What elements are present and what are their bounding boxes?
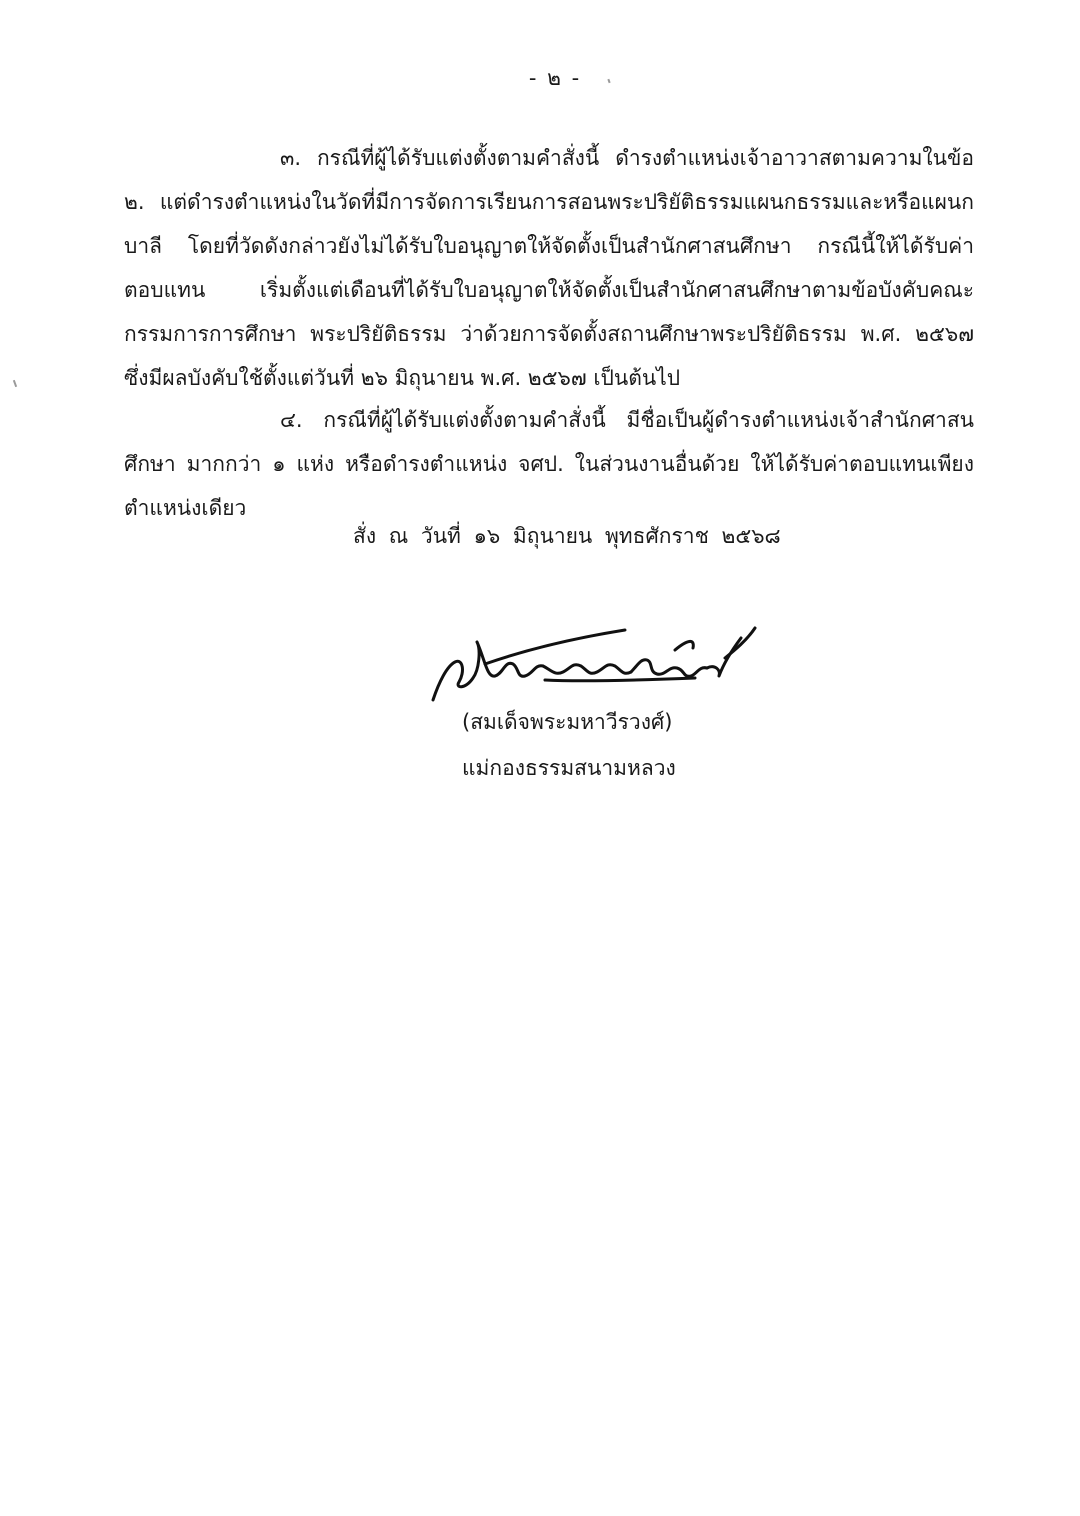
handwritten-signature: [425, 620, 765, 710]
paragraph-clause-3: [124, 136, 974, 400]
scan-speck: [13, 380, 17, 387]
page-number: - ๒ -: [528, 66, 582, 90]
paragraph-clause-4-text: ๔. กรณีที่ผู้ได้รับแต่งตั้งตามคำสั่งนี้ มีชื่อเป็นผู้ดำรงตำแหน่งเจ้าสำนักศาสนศึกษา มากกว่า ๑ แห่ง หรือดำรงตำแหน่ง จศป. ในส่วนงานอื่นด้วย ให้ได้รับค่าตอบแทนเพียงตำแหน่งเดียว: [124, 408, 974, 520]
paragraph-clause-3-text: ๓. กรณีที่ผู้ได้รับแต่งตั้งตามคำสั่งนี้ ดำรงตำแหน่งเจ้าอาวาสตามความในข้อ ๒. แต่ดำรงตำแหน่งในวัดที่มีการจัดการเรียนการสอนพระปริยัติธรรมแผนกธรรมและหรือแผนกบาลี โดยที่วัดดังกล่าวยังไม่ได้รับใบอนุญาตให้จัดตั้งเป็นสำนักศาสนศึกษา กรณีนี้ให้ได้รับค่าตอบแทน เริ่มตั้งแต่เดือนที่ได้รับใบอนุญาตให้จัดตั้งเป็นสำนักศาสนศึกษาตามข้อบังคับคณะกรรมการการศึกษา พระปริยัติธรรม ว่าด้วยการจัดตั้งสถานศึกษาพระปริยัติธรรม พ.ศ. ๒๕๖๗ ซึ่งมีผลบังคับใช้ตั้งแต่วันที่ ๒๖ มิถุนายน พ.ศ. ๒๕๖๗ เป็นต้นไป: [124, 146, 974, 390]
signer-name: (สมเด็จพระมหาวีรวงศ์): [462, 710, 673, 734]
signer-title: แม่กองธรรมสนามหลวง: [462, 756, 676, 780]
order-date-line: สั่ง ณ วันที่ ๑๖ มิถุนายน พุทธศักราช ๒๕๖๘: [353, 524, 781, 548]
paragraph-clause-4: [124, 398, 974, 530]
